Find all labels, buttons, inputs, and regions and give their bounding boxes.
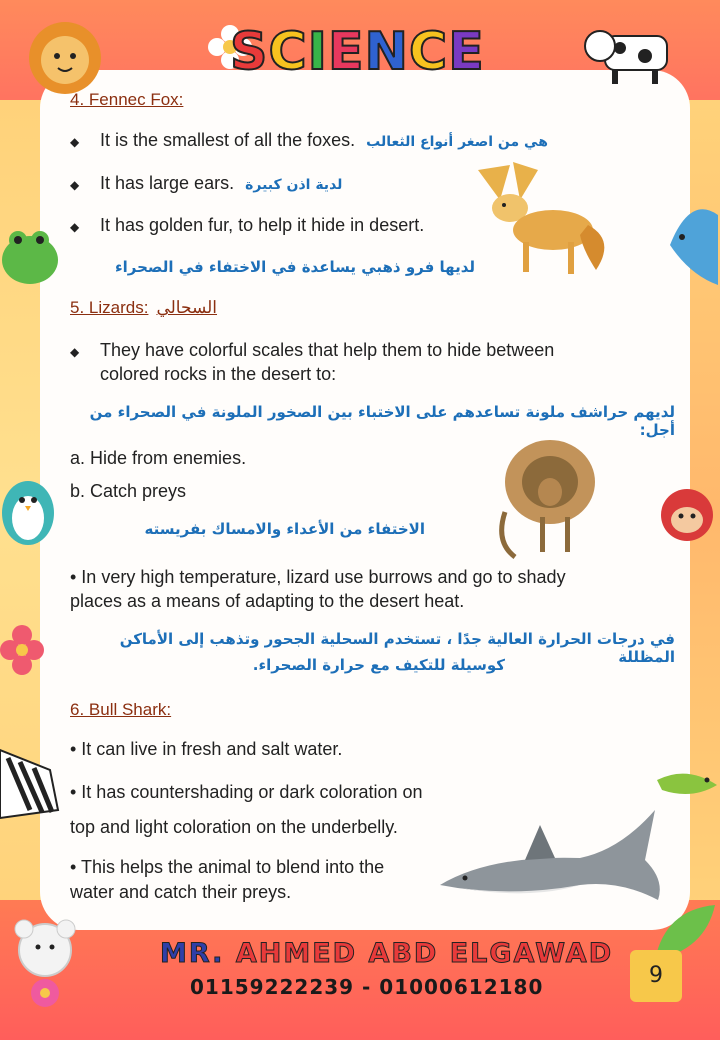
bullet-icon: ◆	[70, 178, 80, 192]
list-item: a. Hide from enemies.	[70, 448, 247, 468]
list-item: ◆ It has golden fur, to help it hide in desert.	[70, 213, 424, 240]
list-item: • It has countershading or dark coloration on	[70, 782, 423, 802]
list-item: ◆ It has large ears. لدية اذن كبيرة	[70, 171, 342, 198]
phone-numbers: 01159222239 - 01000612180	[190, 975, 544, 999]
list-item-continuation: places as a means of adapting to the desert heat.	[70, 591, 465, 611]
list-item-continuation: colored rocks in the desert to:	[100, 364, 337, 384]
list-item: • In very high temperature, lizard use burrows and go to shady	[70, 567, 566, 587]
frog-icon	[0, 220, 62, 290]
list-item: ◆ It is the smallest of all the foxes. هي من اصغر أنواع الثعالب	[70, 128, 548, 155]
page-title: SCIENCE	[230, 22, 485, 82]
fennec-fox-icon	[468, 150, 618, 280]
fennec-fox-heading: 4. Fennec Fox:	[70, 90, 184, 109]
arabic-translation: كوسيلة للتكيف مع حرارة الصحراء.	[252, 656, 505, 674]
shark-icon	[430, 800, 670, 915]
arabic-translation: الاختفاء من الأعداء والامساك بفريسته	[144, 520, 425, 538]
bullet-icon: ◆	[70, 135, 80, 149]
arabic-translation: في درجات الحرارة العالية جدًا ، تستخدم السحلية الجحور وتذهب إلى الأماكن المظللة	[119, 630, 675, 666]
list-item-continuation: top and light coloration on the underbelly.	[70, 817, 398, 837]
monkey-icon	[655, 480, 720, 560]
dolphin-icon	[660, 185, 720, 305]
lizards-heading: 5. Lizards: السحالي	[70, 298, 218, 317]
penguin-icon	[0, 468, 56, 548]
frilled-lizard-icon	[485, 432, 615, 562]
list-item: b. Catch preys	[70, 481, 187, 501]
list-item: ◆ They have colorful scales that help them to hide between	[70, 338, 660, 365]
bull-shark-heading: 6. Bull Shark:	[70, 700, 172, 719]
arabic-translation: لديها فرو ذهبي يساعدة في الاختفاء في الصحراء	[114, 258, 475, 276]
list-item-continuation: water and catch their preys.	[70, 882, 292, 902]
lion-icon	[20, 18, 110, 98]
page-number: 9	[630, 950, 682, 1002]
bullet-icon: ◆	[70, 220, 80, 234]
cow-icon	[580, 18, 675, 88]
flower-red-icon	[0, 620, 44, 680]
bullet-icon: ◆	[70, 345, 80, 359]
author-name: MR. AHMED ABD ELGAWAD	[160, 938, 614, 969]
list-item: • It can live in fresh and salt water.	[70, 739, 343, 759]
zebra-icon	[0, 740, 60, 820]
arabic-translation: لديهم حراشف ملونة تساعدهم على الاختباء بين الصخور الملونة في الصحراء من أجل:	[89, 403, 675, 439]
bear-icon	[10, 915, 80, 1015]
list-item: • This helps the animal to blend into the	[70, 857, 385, 877]
